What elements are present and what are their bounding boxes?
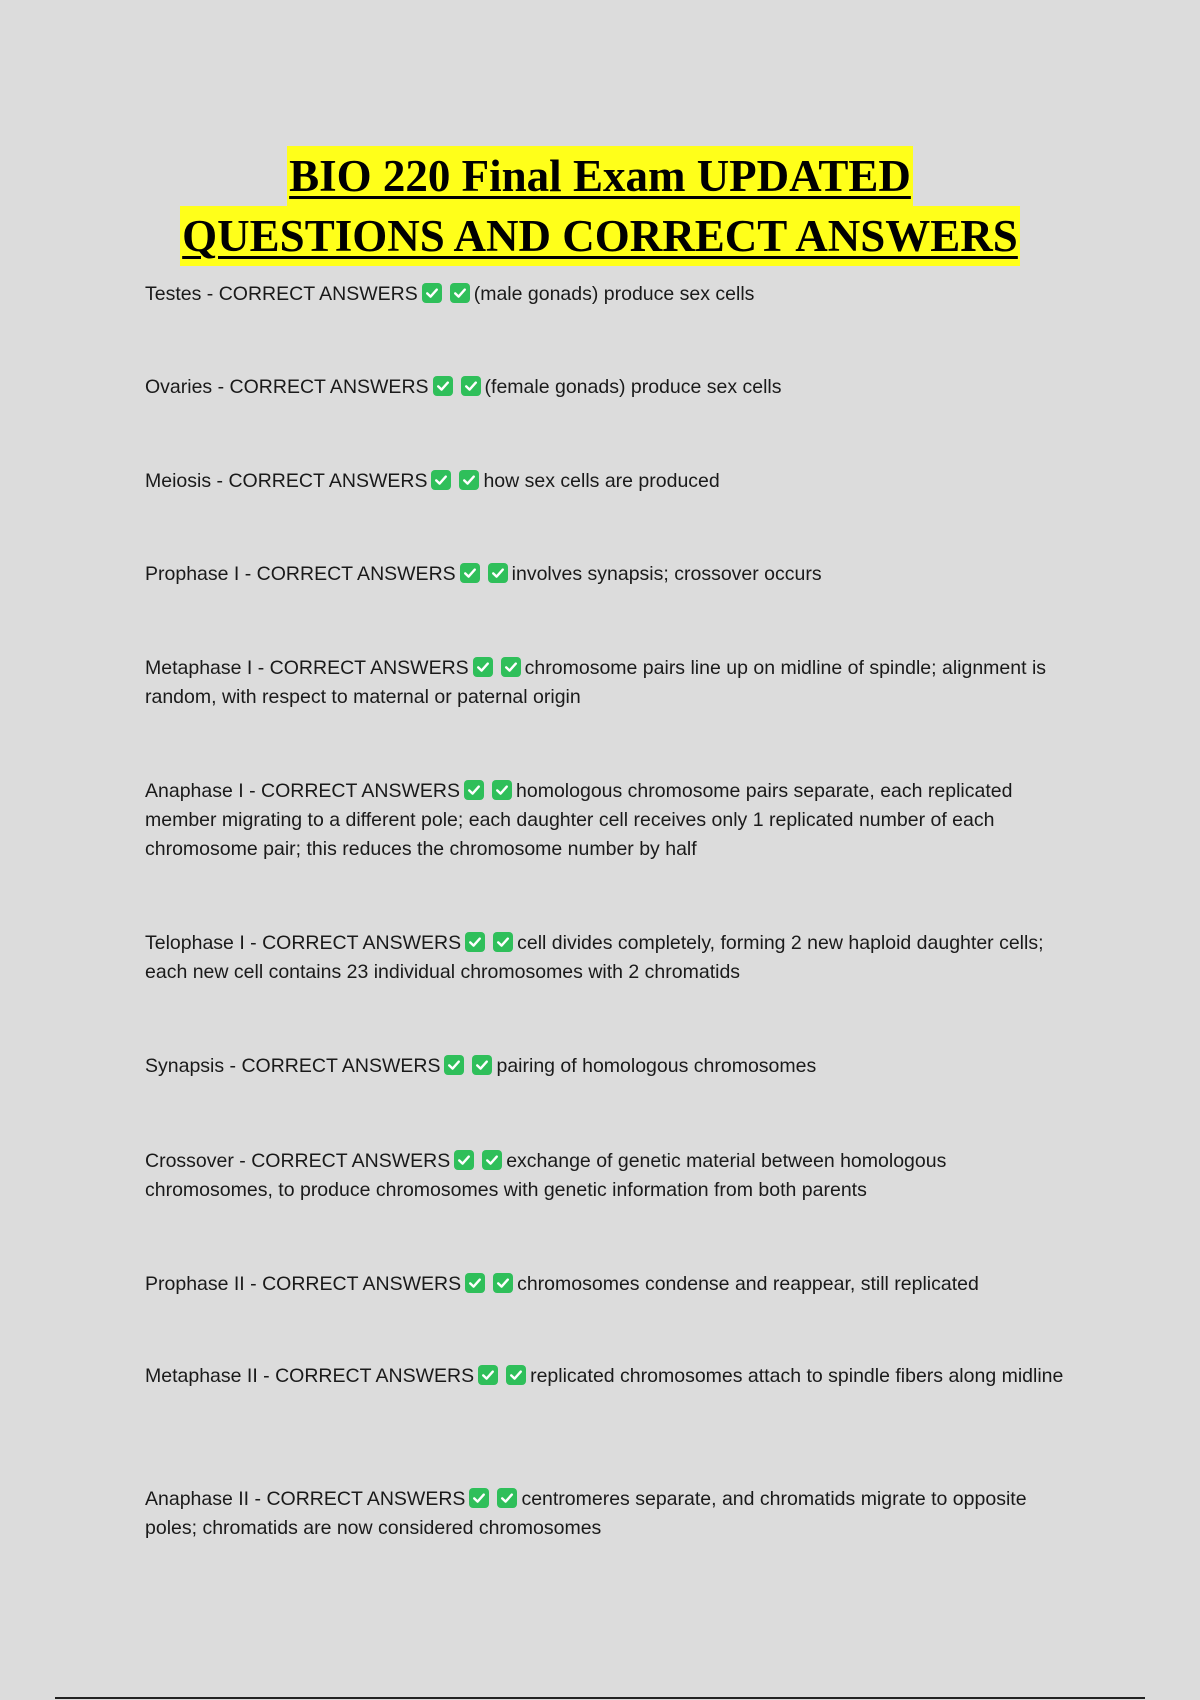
entry-answer: chromosomes condense and reappear, still replicated: [517, 1273, 979, 1295]
entry-answer: centromeres separate, and chromatids migrate to opposite poles; chromatids are now considered chromosomes: [145, 1488, 1027, 1539]
entry-label: CORRECT ANSWERS: [218, 283, 418, 305]
check-mark-icon: [472, 1055, 492, 1075]
entry-answer: (male gonads) produce sex cells: [473, 283, 755, 305]
entry-term: Synapsis: [145, 1055, 225, 1077]
check-mark-icon: [497, 1488, 517, 1508]
entry-answer: involves synapsis; crossover occurs: [511, 563, 822, 585]
qa-entry: Synapsis - CORRECT ANSWERS pairing of homologous chromosomes: [145, 1055, 817, 1077]
entry-label: CORRECT ANSWERS: [262, 932, 462, 954]
check-mark-icon: [431, 470, 451, 490]
qa-entry: Meiosis - CORRECT ANSWERS how sex cells are produced: [145, 470, 720, 492]
entry-answer: exchange of genetic material between homologous chromosomes, to produce chromosomes with genetic information from both parents: [145, 1150, 947, 1201]
check-mark-icon: [478, 1365, 498, 1385]
entry-term: Anaphase I: [145, 780, 244, 802]
check-mark-icon: [450, 283, 470, 303]
entry-answer: pairing of homologous chromosomes: [496, 1055, 817, 1077]
check-mark-icon: [461, 376, 481, 396]
qa-entry: Anaphase II - CORRECT ANSWERS centromeres separate, and chromatids migrate to opposite poles; chromatids are now considered chromosomes: [145, 1488, 1027, 1539]
entry-answer: how sex cells are produced: [483, 470, 720, 492]
entry-term: Anaphase II: [145, 1488, 250, 1510]
check-mark-icon: [469, 1488, 489, 1508]
check-mark-icon: [506, 1365, 526, 1385]
qa-entry: Testes - CORRECT ANSWERS (male gonads) produce sex cells: [145, 283, 755, 305]
qa-entry: Metaphase II - CORRECT ANSWERS replicated chromosomes attach to spindle fibers along midline: [145, 1365, 1064, 1387]
qa-entry: Crossover - CORRECT ANSWERS exchange of genetic material between homologous chromosomes, to produce chromosomes with genetic information from both parents: [145, 1150, 947, 1201]
check-mark-icon: [433, 376, 453, 396]
entry-answer: homologous chromosome pairs separate, each replicated member migrating to a different pole; each daughter cell receives only 1 replicated number of each chromosome pair; this reduces the chromosome number by half: [145, 780, 1013, 860]
check-mark-icon: [482, 1150, 502, 1170]
check-mark-icon: [473, 657, 493, 677]
entry-term: Testes: [145, 283, 202, 305]
entry-term: Metaphase II: [145, 1365, 258, 1387]
qa-entry: Anaphase I - CORRECT ANSWERS homologous chromosome pairs separate, each replicated member migrating to a different pole; each daughter cell receives only 1 replicated number of each chromosome pair; this reduces the chromosome number by half: [145, 780, 1013, 860]
check-mark-icon: [454, 1150, 474, 1170]
check-mark-icon: [459, 470, 479, 490]
check-mark-icon: [488, 563, 508, 583]
entry-term: Telophase I: [145, 932, 245, 954]
check-mark-icon: [422, 283, 442, 303]
qa-entry: Prophase II - CORRECT ANSWERS chromosomes condense and reappear, still replicated: [145, 1273, 979, 1295]
check-mark-icon: [493, 932, 513, 952]
title-line-1: BIO 220 Final Exam UPDATED: [287, 146, 913, 206]
entry-term: Ovaries: [145, 376, 213, 398]
entry-label: CORRECT ANSWERS: [241, 1055, 441, 1077]
entry-term: Crossover: [145, 1150, 234, 1172]
check-mark-icon: [465, 1273, 485, 1293]
document-title: [0, 146, 1200, 266]
entry-label: CORRECT ANSWERS: [261, 780, 461, 802]
entry-label: CORRECT ANSWERS: [269, 657, 469, 679]
entry-label: CORRECT ANSWERS: [251, 1150, 451, 1172]
check-mark-icon: [492, 780, 512, 800]
check-mark-icon: [464, 780, 484, 800]
footer-divider: [55, 1697, 1145, 1699]
entry-label: CORRECT ANSWERS: [275, 1365, 475, 1387]
entry-term: Prophase II: [145, 1273, 245, 1295]
check-mark-icon: [465, 932, 485, 952]
entry-label: CORRECT ANSWERS: [229, 376, 429, 398]
check-mark-icon: [460, 563, 480, 583]
qa-entry: Metaphase I - CORRECT ANSWERS chromosome pairs line up on midline of spindle; alignment is random, with respect to maternal or paternal origin: [145, 657, 1047, 708]
check-mark-icon: [493, 1273, 513, 1293]
entry-answer: cell divides completely, forming 2 new haploid daughter cells; each new cell contains 23 individual chromosomes with 2 chromatids: [145, 932, 1044, 983]
entry-term: Prophase I: [145, 563, 240, 585]
title-line-2: QUESTIONS AND CORRECT ANSWERS: [180, 206, 1020, 266]
entry-term: Meiosis: [145, 470, 212, 492]
entry-answer: chromosome pairs line up on midline of spindle; alignment is random, with respect to maternal or paternal origin: [145, 657, 1047, 708]
qa-entry: Prophase I - CORRECT ANSWERS involves synapsis; crossover occurs: [145, 563, 822, 585]
entry-label: CORRECT ANSWERS: [266, 1488, 466, 1510]
qa-entry: Telophase I - CORRECT ANSWERS cell divides completely, forming 2 new haploid daughter cells; each new cell contains 23 individual chromosomes with 2 chromatids: [145, 932, 1044, 983]
qa-entry: Ovaries - CORRECT ANSWERS (female gonads) produce sex cells: [145, 376, 782, 398]
check-mark-icon: [444, 1055, 464, 1075]
entry-answer: replicated chromosomes attach to spindle fibers along midline: [530, 1365, 1064, 1387]
entry-label: CORRECT ANSWERS: [262, 1273, 462, 1295]
entry-answer: (female gonads) produce sex cells: [484, 376, 782, 398]
entry-label: CORRECT ANSWERS: [228, 470, 428, 492]
entry-term: Metaphase I: [145, 657, 253, 679]
entry-label: CORRECT ANSWERS: [256, 563, 456, 585]
check-mark-icon: [501, 657, 521, 677]
